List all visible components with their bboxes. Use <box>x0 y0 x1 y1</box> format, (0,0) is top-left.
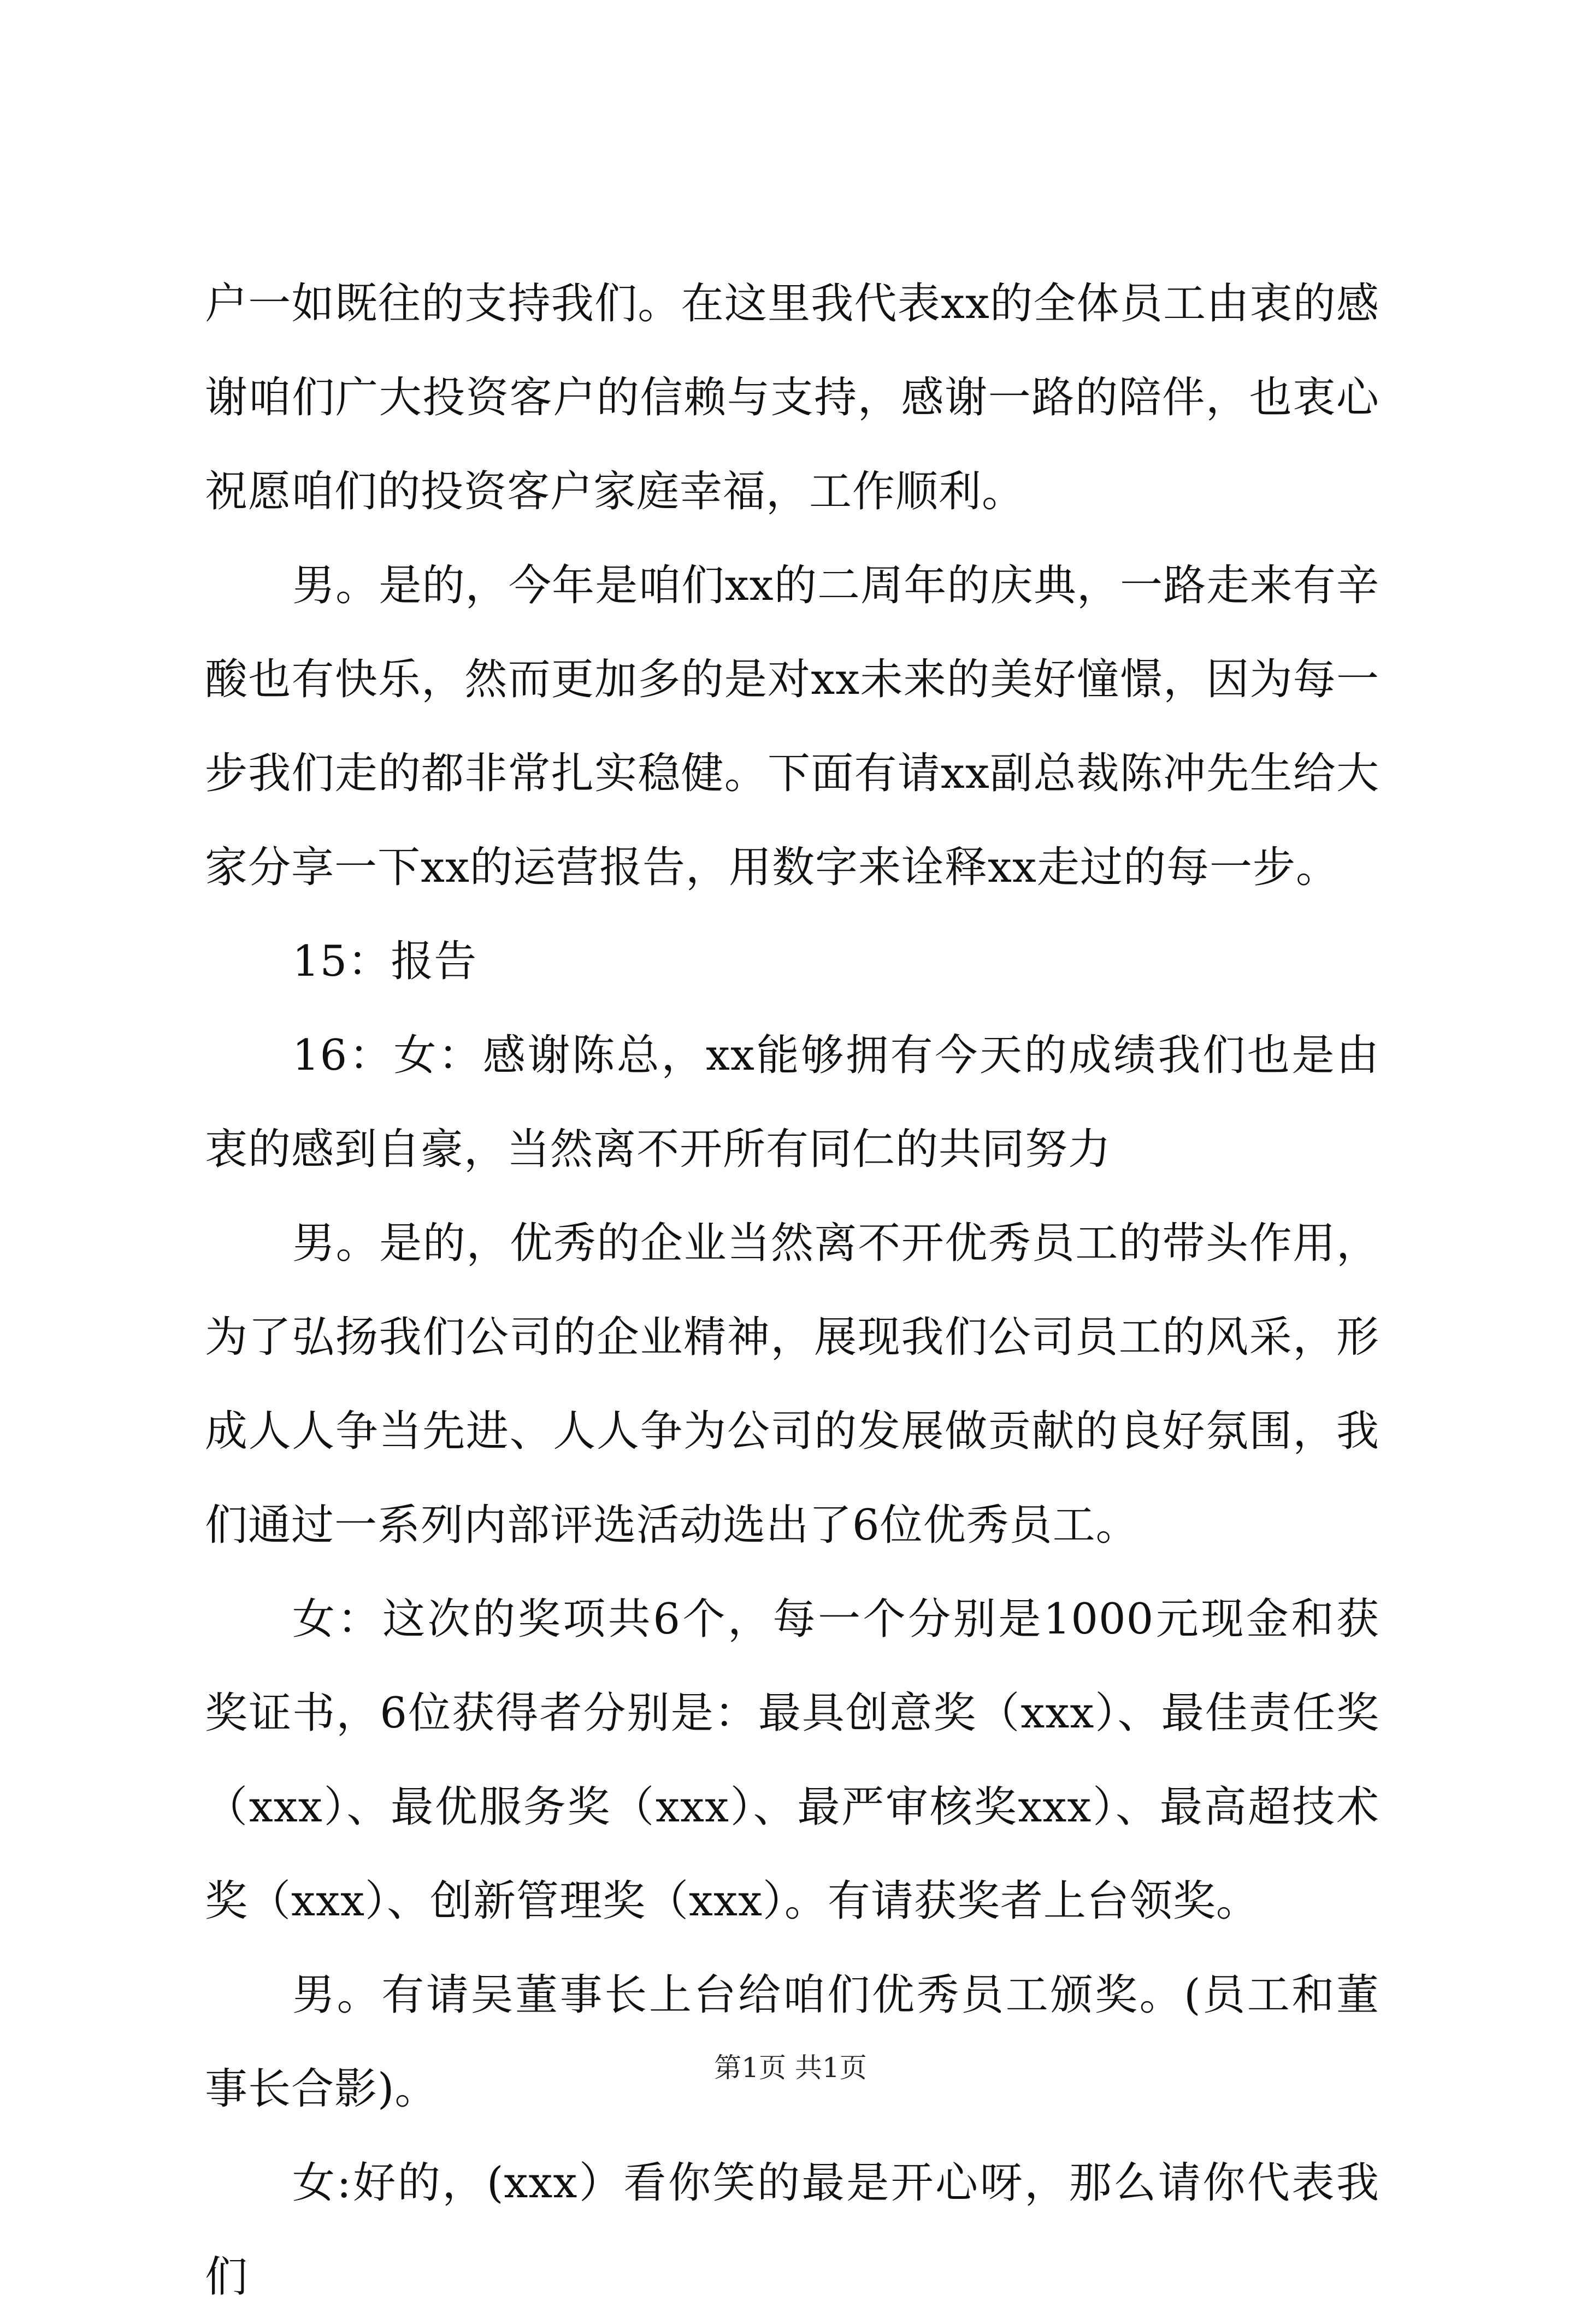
paragraph-7: 男。有请吴董事长上台给咱们优秀员工颁奖。(员工和董事长合影)。 <box>205 1971 1379 2114</box>
paragraph-1: 户一如既往的支持我们。在这里我代表xx的全体员工由衷的感谢咱们广大投资客户的信赖与支持，感谢一路的陪伴，也衷心祝愿咱们的投资客户家庭幸福，工作顺利。 <box>205 279 1379 516</box>
paragraph-3: 15：报告 <box>292 937 477 986</box>
paragraph-5: 男。是的，优秀的企业当然离不开优秀员工的带头作用，为了弘扬我们公司的企业精神，展现我们公司员工的风采，形成人人争当先进、人人争为公司的发展做贡献的良好氛围，我们通过一系列内部评选活动选出了6位优秀员工。 <box>205 1219 1379 1550</box>
document-body <box>205 257 1379 2324</box>
paragraph-6: 女：这次的奖项共6个，每一个分别是1000元现金和获奖证书，6位获得者分别是：最具创意奖（xxx）、最佳责任奖（xxx）、最优服务奖（xxx）、最严审核奖xxx）、最高超技术奖（xxx）、创新管理奖（xxx）。有请获奖者上台领奖。 <box>205 1595 1379 1926</box>
paragraph-8: 女:好的，(xxx）看你笑的最是开心呀，那么请你代表我们 <box>205 2158 1379 2302</box>
page-footer: 第1页 共1页 <box>714 2052 867 2084</box>
paragraph-4: 16：女：感谢陈总，xx能够拥有今天的成绩我们也是由衷的感到自豪，当然离不开所有同仁的共同努力 <box>205 1031 1379 1174</box>
paragraph-2: 男。是的，今年是咱们xx的二周年的庆典，一路走来有辛酸也有快乐，然而更加多的是对xx未来的美好憧憬，因为每一步我们走的都非常扎实稳健。下面有请xx副总裁陈冲先生给大家分享一下xx的运营报告，用数字来诠释xx走过的每一步。 <box>205 561 1379 892</box>
